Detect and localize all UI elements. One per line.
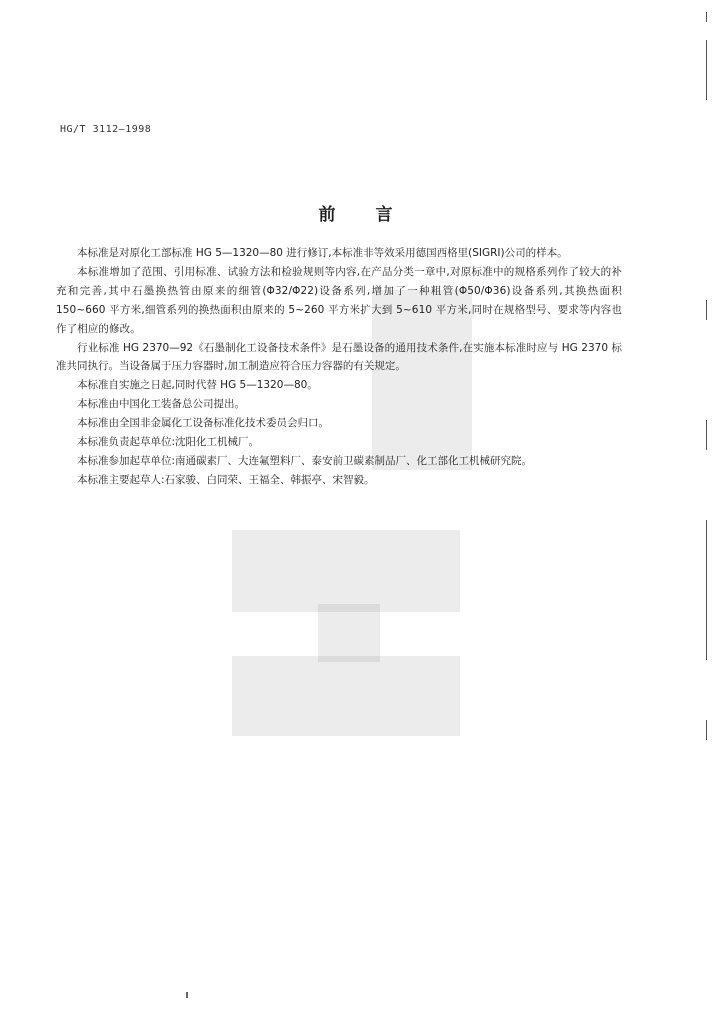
paragraph: 本标准自实施之日起,同时代替 HG 5—1320—80。 <box>77 379 318 392</box>
paragraph: 本标准由中国化工装备总公司提出。 <box>77 398 245 411</box>
page-title <box>0 200 713 225</box>
scan-mark <box>706 300 707 320</box>
watermark-shape <box>318 604 380 662</box>
paragraph: 本标准增加了范围、引用标准、试验方法和检验规则等内容,在产品分类一章中,对原标准中的规格系列作了较大的补充和完善,其中石墨换热管由原来的细管(Φ32/Φ22)设备系列,增加了一种粗管(Φ50/Φ36)设备系列,其换热面积 150~660 平方米,细管系列的换热面积由原来的 5~260 平方米扩大到 5~610 平方米,同时在规格型号、要求等内容也作了相应的修改。 <box>56 265 622 335</box>
paragraph: 本标准由全国非金属化工设备标准化技术委员会归口。 <box>77 417 329 430</box>
paragraph: 本标准参加起草单位:南通碳素厂、大连氟塑料厂、泰安前卫碳素制品厂、化工部化工机械研究院。 <box>77 454 533 467</box>
scan-mark <box>186 992 188 998</box>
foreword-body <box>56 244 622 490</box>
paragraph: 行业标准 HG 2370—92《石墨制化工设备技术条件》是石墨设备的通用技术条件,在实施本标准时应与 HG 2370 标准共同执行。当设备属于压力容器时,加工制造应符合压力容器的有关规定。 <box>56 341 622 373</box>
paragraph: 本标准负责起草单位:沈阳化工机械厂。 <box>77 436 260 449</box>
scan-mark <box>706 40 707 100</box>
scan-mark <box>706 420 707 450</box>
paragraph: 本标准是对原化工部标准 HG 5—1320—80 进行修订,本标准非等效采用德国西格里(SIGRI)公司的样本。 <box>77 247 568 259</box>
title-char: 前 <box>318 205 338 225</box>
title-char: 言 <box>375 205 395 225</box>
scan-mark <box>706 720 707 740</box>
watermark-shape <box>232 530 460 612</box>
scan-mark <box>706 12 707 22</box>
scan-mark <box>706 520 707 660</box>
standard-code: HG/T 3112—1998 <box>60 124 152 135</box>
watermark-shape <box>232 656 460 736</box>
paragraph: 本标准主要起草人:石家骏、白同荣、王福全、韩振亭、宋智毅。 <box>77 473 375 486</box>
